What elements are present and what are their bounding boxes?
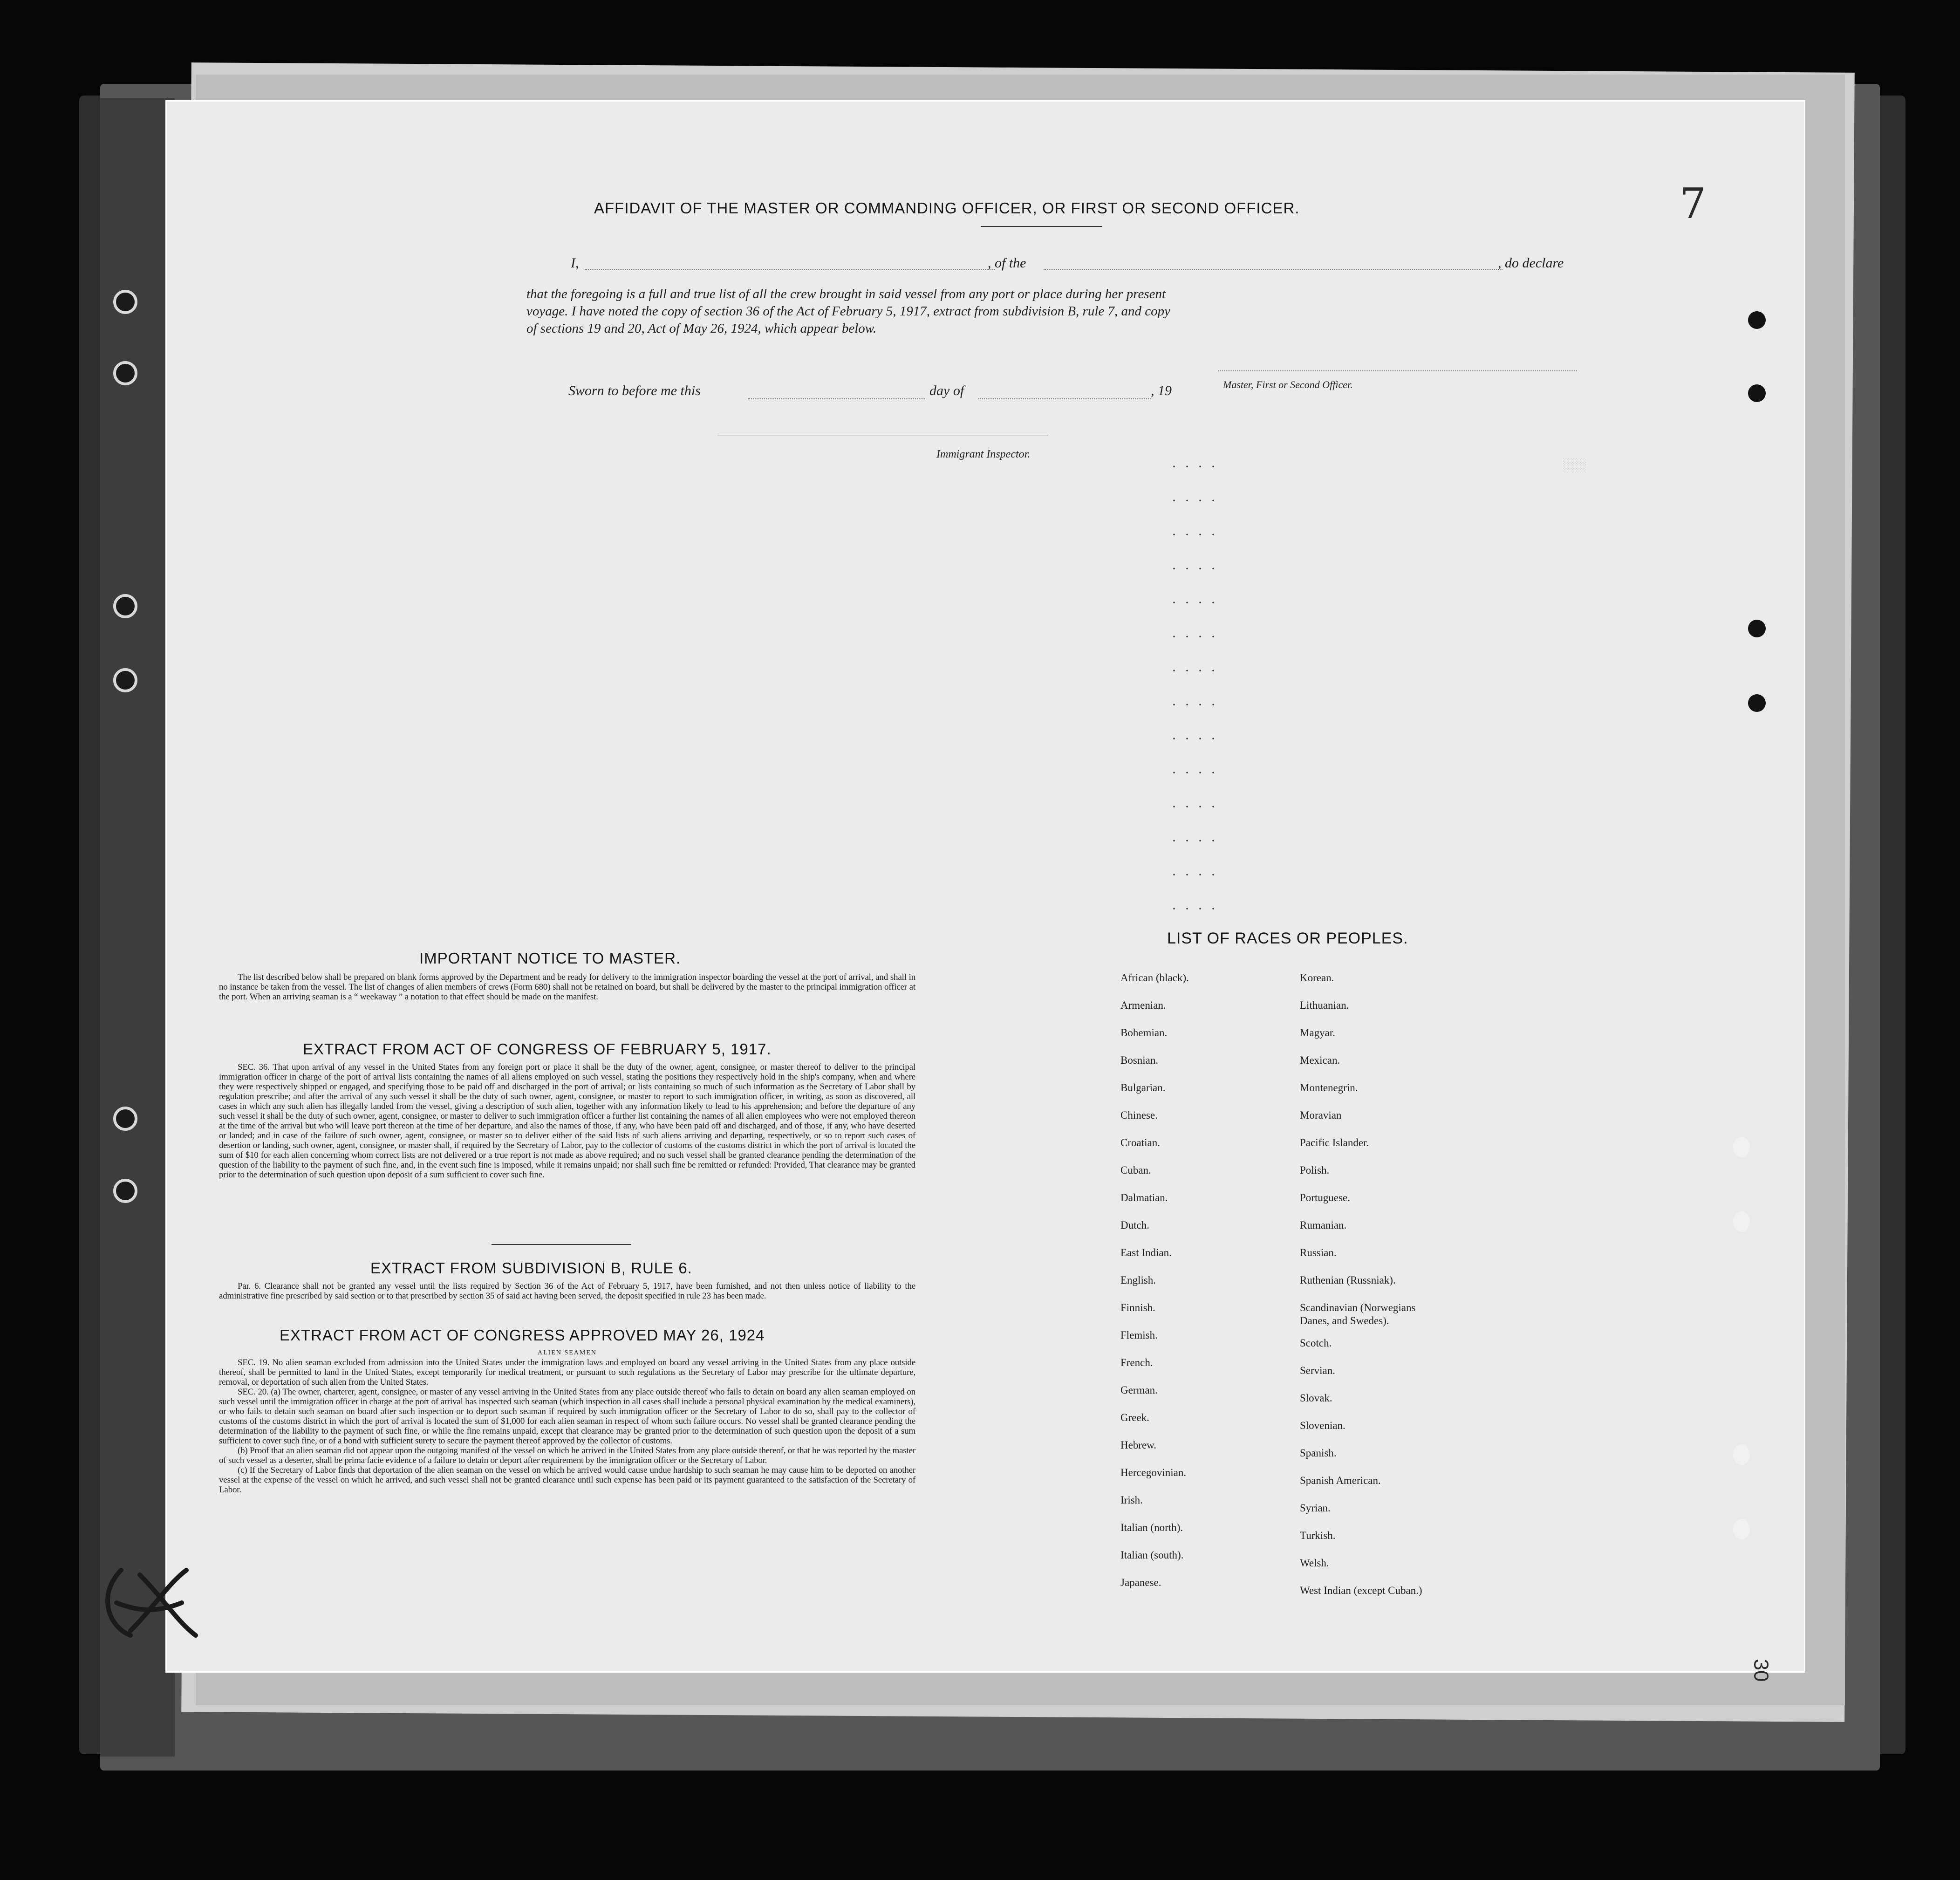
page-tab-hole [1733,1137,1750,1157]
race-item: Syrian. [1300,1502,1331,1514]
binder-hole [113,290,137,314]
master-caption: Master, First or Second Officer. [1223,379,1353,390]
race-item: Flemish. [1120,1329,1158,1341]
race-item: Russian. [1300,1247,1337,1258]
handwritten-scribble [89,1556,210,1649]
binder-hole [113,1179,137,1203]
extract-1924-body [219,1348,915,1495]
races-title: LIST OF RACES OR PEOPLES. [1167,930,1408,947]
notice-title: IMPORTANT NOTICE TO MASTER. [419,950,681,967]
extract-1924-sec20c: (c) If the Secretary of Labor finds that deportation of the alien seaman on the vessel on which he arrived would cause undue hardship to such seaman he may cause him to be deported on another vessel at the expense of the vessel on which he arrived, and such vessel shall not be granted clearance until such expense has been paid or its payment guaranteed to the satisfaction of the Secretary of Labor. [219,1465,915,1495]
extract-1917-body [219,1062,915,1180]
race-item: Magyar. [1300,1027,1336,1039]
race-item: Turkish. [1300,1530,1336,1541]
race-item: West Indian (except Cuban.) [1300,1585,1422,1596]
race-item: Spanish. [1300,1447,1337,1459]
race-item: Finnish. [1120,1302,1155,1313]
race-item: Bosnian. [1120,1054,1159,1066]
affidavit-title: AFFIDAVIT OF THE MASTER OR COMMANDING OFFICER, OR FIRST OR SECOND OFFICER. [594,199,1300,217]
binder-hole-right [1748,384,1766,402]
tally-dot-row: ···· [1172,799,1224,814]
binder-hole [113,361,137,385]
page-tab-hole [1733,1211,1750,1232]
binder-hole-right [1748,694,1766,712]
affidavit-line-3: of sections 19 and 20, Act of May 26, 1924, which appear below. [526,321,877,336]
race-item: Mexican. [1300,1054,1340,1066]
inspector-caption: Immigrant Inspector. [936,448,1031,460]
race-item: Spanish American. [1300,1475,1381,1486]
affidavit-line-1: that the foregoing is a full and true list of all the crew brought in said vessel from any port or place during her present [526,287,1166,301]
extract-1924-sec19: SEC. 19. No alien seaman excluded from admission into the United States under the immigration laws and employed on board any vessel arriving in the United States from any place outside thereof, shall be permitted to land in the United States, except temporarily for medical treatment, or pursuant to such regulations as the Secretary of Labor may prescribe for the ultimate departure, removal, or deportation of such alien from the United States. [219,1358,915,1387]
race-item: Scandinavian (Norwegians Danes, and Swedes). [1300,1302,1416,1326]
master-name-line[interactable] [585,269,995,270]
race-item: Lithuanian. [1300,999,1349,1011]
race-item: Korean. [1300,972,1334,984]
race-item: Slovak. [1300,1392,1332,1404]
handwritten-page-number: 7 [1680,179,1707,228]
extract-1924-subtitle: ALIEN SEAMEN [537,1349,597,1356]
tally-dot-row: ···· [1172,629,1224,644]
tally-dot-row: ···· [1172,527,1224,542]
sworn-month-line[interactable] [978,398,1151,399]
extract-rule6-title: EXTRACT FROM SUBDIVISION B, RULE 6. [370,1259,692,1277]
race-item: Pacific Islander. [1300,1137,1369,1149]
race-item: Ruthenian (Russniak). [1300,1274,1396,1286]
race-item: English. [1120,1274,1156,1286]
race-item: Moravian [1300,1109,1342,1121]
master-signature-line[interactable] [1218,370,1577,371]
race-item: Hebrew. [1120,1439,1157,1451]
race-item: Croatian. [1120,1137,1160,1149]
affidavit-line-2: voyage. I have noted the copy of section 36 of the Act of February 5, 1917, extract from subdivision B, rule 7, and copy [526,304,1171,319]
form-sheet [165,100,1805,1673]
sworn-year-prefix: , 19 [1151,383,1172,398]
extract-1924-sec20b: (b) Proof that an alien seaman did not appear upon the outgoing manifest of the vessel on which he arrived in the United States from any place outside thereof, or that he was reported by the master of such vessel as a deserter, shall be prima facie evidence of a failure to detain or deport after requirement by the immigration officer or the Secretary of Labor. [219,1446,915,1465]
binder-hole [113,594,137,618]
affidavit-i-label: I, [571,255,579,271]
race-item: Servian. [1300,1365,1336,1376]
binding-strip [100,98,175,1757]
tally-dot-row: ···· [1172,663,1224,678]
sworn-label: Sworn to before me this [568,383,701,398]
binder-hole [113,668,137,692]
page-tab-hole [1733,1519,1750,1539]
race-item: Irish. [1120,1494,1143,1506]
extract-1924-title: EXTRACT FROM ACT OF CONGRESS APPROVED MAY 26, 1924 [280,1326,765,1344]
race-item: Italian (north). [1120,1522,1183,1533]
handwritten-annotation: 30 [1749,1659,1773,1682]
tally-dot-row: ···· [1172,867,1224,882]
vessel-name-line[interactable] [1044,269,1502,270]
race-item: Hercegovinian. [1120,1467,1187,1478]
tally-dot-row: ···· [1172,901,1224,916]
sworn-day-line[interactable] [748,398,925,399]
race-item: Greek. [1120,1412,1149,1423]
extract-1917-title: EXTRACT FROM ACT OF CONGRESS OF FEBRUARY 5, 1917. [303,1040,772,1058]
binder-hole-right [1748,620,1766,637]
tally-dot-row: ···· [1172,493,1224,508]
race-item: East Indian. [1120,1247,1172,1258]
bleed-through: ░░░ [1563,459,1587,473]
tally-dot-row: ···· [1172,459,1224,474]
tally-dot-row: ···· [1172,697,1224,712]
binder-hole [113,1107,137,1131]
extract-1917-text: SEC. 36. That upon arrival of any vessel in the United States from any foreign port or place it shall be the duty of the owner, agent, consignee, or master thereof to deliver to the principal immigration officer in charge of the port of arrival lists containing the names of all aliens employed on such vessel, stating the positions they respectively hold in the ship's company, when and where they were respectively shipped or engaged, and specifying those to be paid off and discharged in the port of arrival; or lists containing so much of such information as the Secretary of Labor shall by regulation prescribe; and after the arrival of any such vessel it shall be the duty of such owner, agent, consignee, or master to report to such immigration officer, in writing, as soon as discovered, all cases in which any such alien has illegally landed from the vessel, giving a description of such alien, together with any information likely to lead to his apprehension; and before the departure of any such vessel it shall be the duty of such owner, agent, consignee, or master to deliver to such immigration officer a further list containing the names of all alien employees who were not employed thereon at the time of the arrival but who will leave port thereon at the time of her departure, and also the names of those, if any, who have been paid off and discharged, and of those, if any, who have deserted or landed; and in case of the failure of such owner, agent, consignee, or master so to deliver either of the said lists of such aliens arriving and departing, respectively, or so to report such cases of desertion or landing, such owner, agent, consignee, or master shall, if required by the Secretary of Labor, pay to the collector of customs of the customs district in which the port of arrival is located the sum of $10 for each alien concerning whom correct lists are not delivered or a true report is not made as above required; and no such vessel shall be granted clearance pending the determination of the question of the liability to the payment of such fine, and, in the event such fine is imposed, while it remains unpaid; nor shall such fine be remitted or refunded: Provided, That clearance may be granted prior to the determination of such question upon deposit of a sum sufficient to cover such fine. [219,1062,915,1180]
race-item: Chinese. [1120,1109,1158,1121]
race-item: Portuguese. [1300,1192,1350,1203]
notice-body [219,972,915,1002]
race-item: Welsh. [1300,1557,1329,1569]
tally-dot-row: ···· [1172,765,1224,780]
race-item: African (black). [1120,972,1189,984]
race-item: Polish. [1300,1164,1330,1176]
affidavit-of-the-label: , of the [988,255,1026,271]
race-item: Bulgarian. [1120,1082,1166,1094]
race-item: Dalmatian. [1120,1192,1168,1203]
race-item: Scotch. [1300,1337,1332,1349]
tally-dot-row: ···· [1172,561,1224,576]
race-item: Cuban. [1120,1164,1151,1176]
race-item: German. [1120,1384,1158,1396]
binder-hole-right [1748,311,1766,329]
race-item: Rumanian. [1300,1219,1347,1231]
tally-dot-row: ···· [1172,833,1224,848]
affidavit-title-rule [981,226,1102,227]
sworn-day-of-label: day of [929,383,964,398]
extract-rule6-body [219,1281,915,1301]
tally-dot-row: ···· [1172,731,1224,746]
extract-rule6-text: Par. 6. Clearance shall not be granted any vessel until the lists required by Section 36 of the Act of February 5, 1917, have been furnished, and not then unless notice of liability to the administrative fine prescribed by said section or to that prescribed by section 35 of said act having been served, the deposit specified in rule 23 has been made. [219,1281,915,1301]
race-item: Bohemian. [1120,1027,1168,1039]
race-item: Italian (south). [1120,1549,1184,1561]
race-item: French. [1120,1357,1153,1368]
notice-body-text: The list described below shall be prepared on blank forms approved by the Department and be ready for delivery to the immigration inspector boarding the vessel at the port of arrival, and shall in no instance be taken from the vessel. The list of changes of alien members of crews (Form 680) shall not be retained on board, but shall be delivered by the master to the principal immigration officer at the port. When an arriving seaman is a “ weekaway ” a notation to that effect should be made on the manifest. [219,972,915,1002]
section-divider [492,1244,631,1245]
race-item: Montenegrin. [1300,1082,1358,1094]
page-tab-hole [1733,1444,1750,1465]
tally-dot-row: ···· [1172,595,1224,610]
race-item: Dutch. [1120,1219,1149,1231]
race-item: Japanese. [1120,1577,1161,1588]
affidavit-do-declare: , do declare [1498,255,1564,271]
race-item: Armenian. [1120,999,1166,1011]
race-item: Slovenian. [1300,1420,1345,1431]
extract-1924-sec20a: SEC. 20. (a) The owner, charterer, agent, consignee, or master of any vessel arriving in the United States from any place outside thereof who fails to detain on board any alien seaman employed on such vessel until the immigration officer in charge at the port of arrival has inspected such seaman (which inspection in all cases shall include a personal physical examination by the medical examiners), or who fails to detain such seaman on board after such inspection or to deport such seaman if required by such immigration officer or the Secretary of Labor to do so, shall pay to the collector of customs of the customs district in which the port of arrival is located the sum of $1,000 for each alien seaman in respect of whom such failure occurs. No vessel shall be granted clearance pending the determination of the liability to the payment of such fine, or while the fine remains unpaid, except that clearance may be granted prior to the determination of such question upon the deposit of a sum sufficient to cover such fine, or of a bond with sufficient surety to secure the payment thereof approved by the collector of customs. [219,1387,915,1446]
